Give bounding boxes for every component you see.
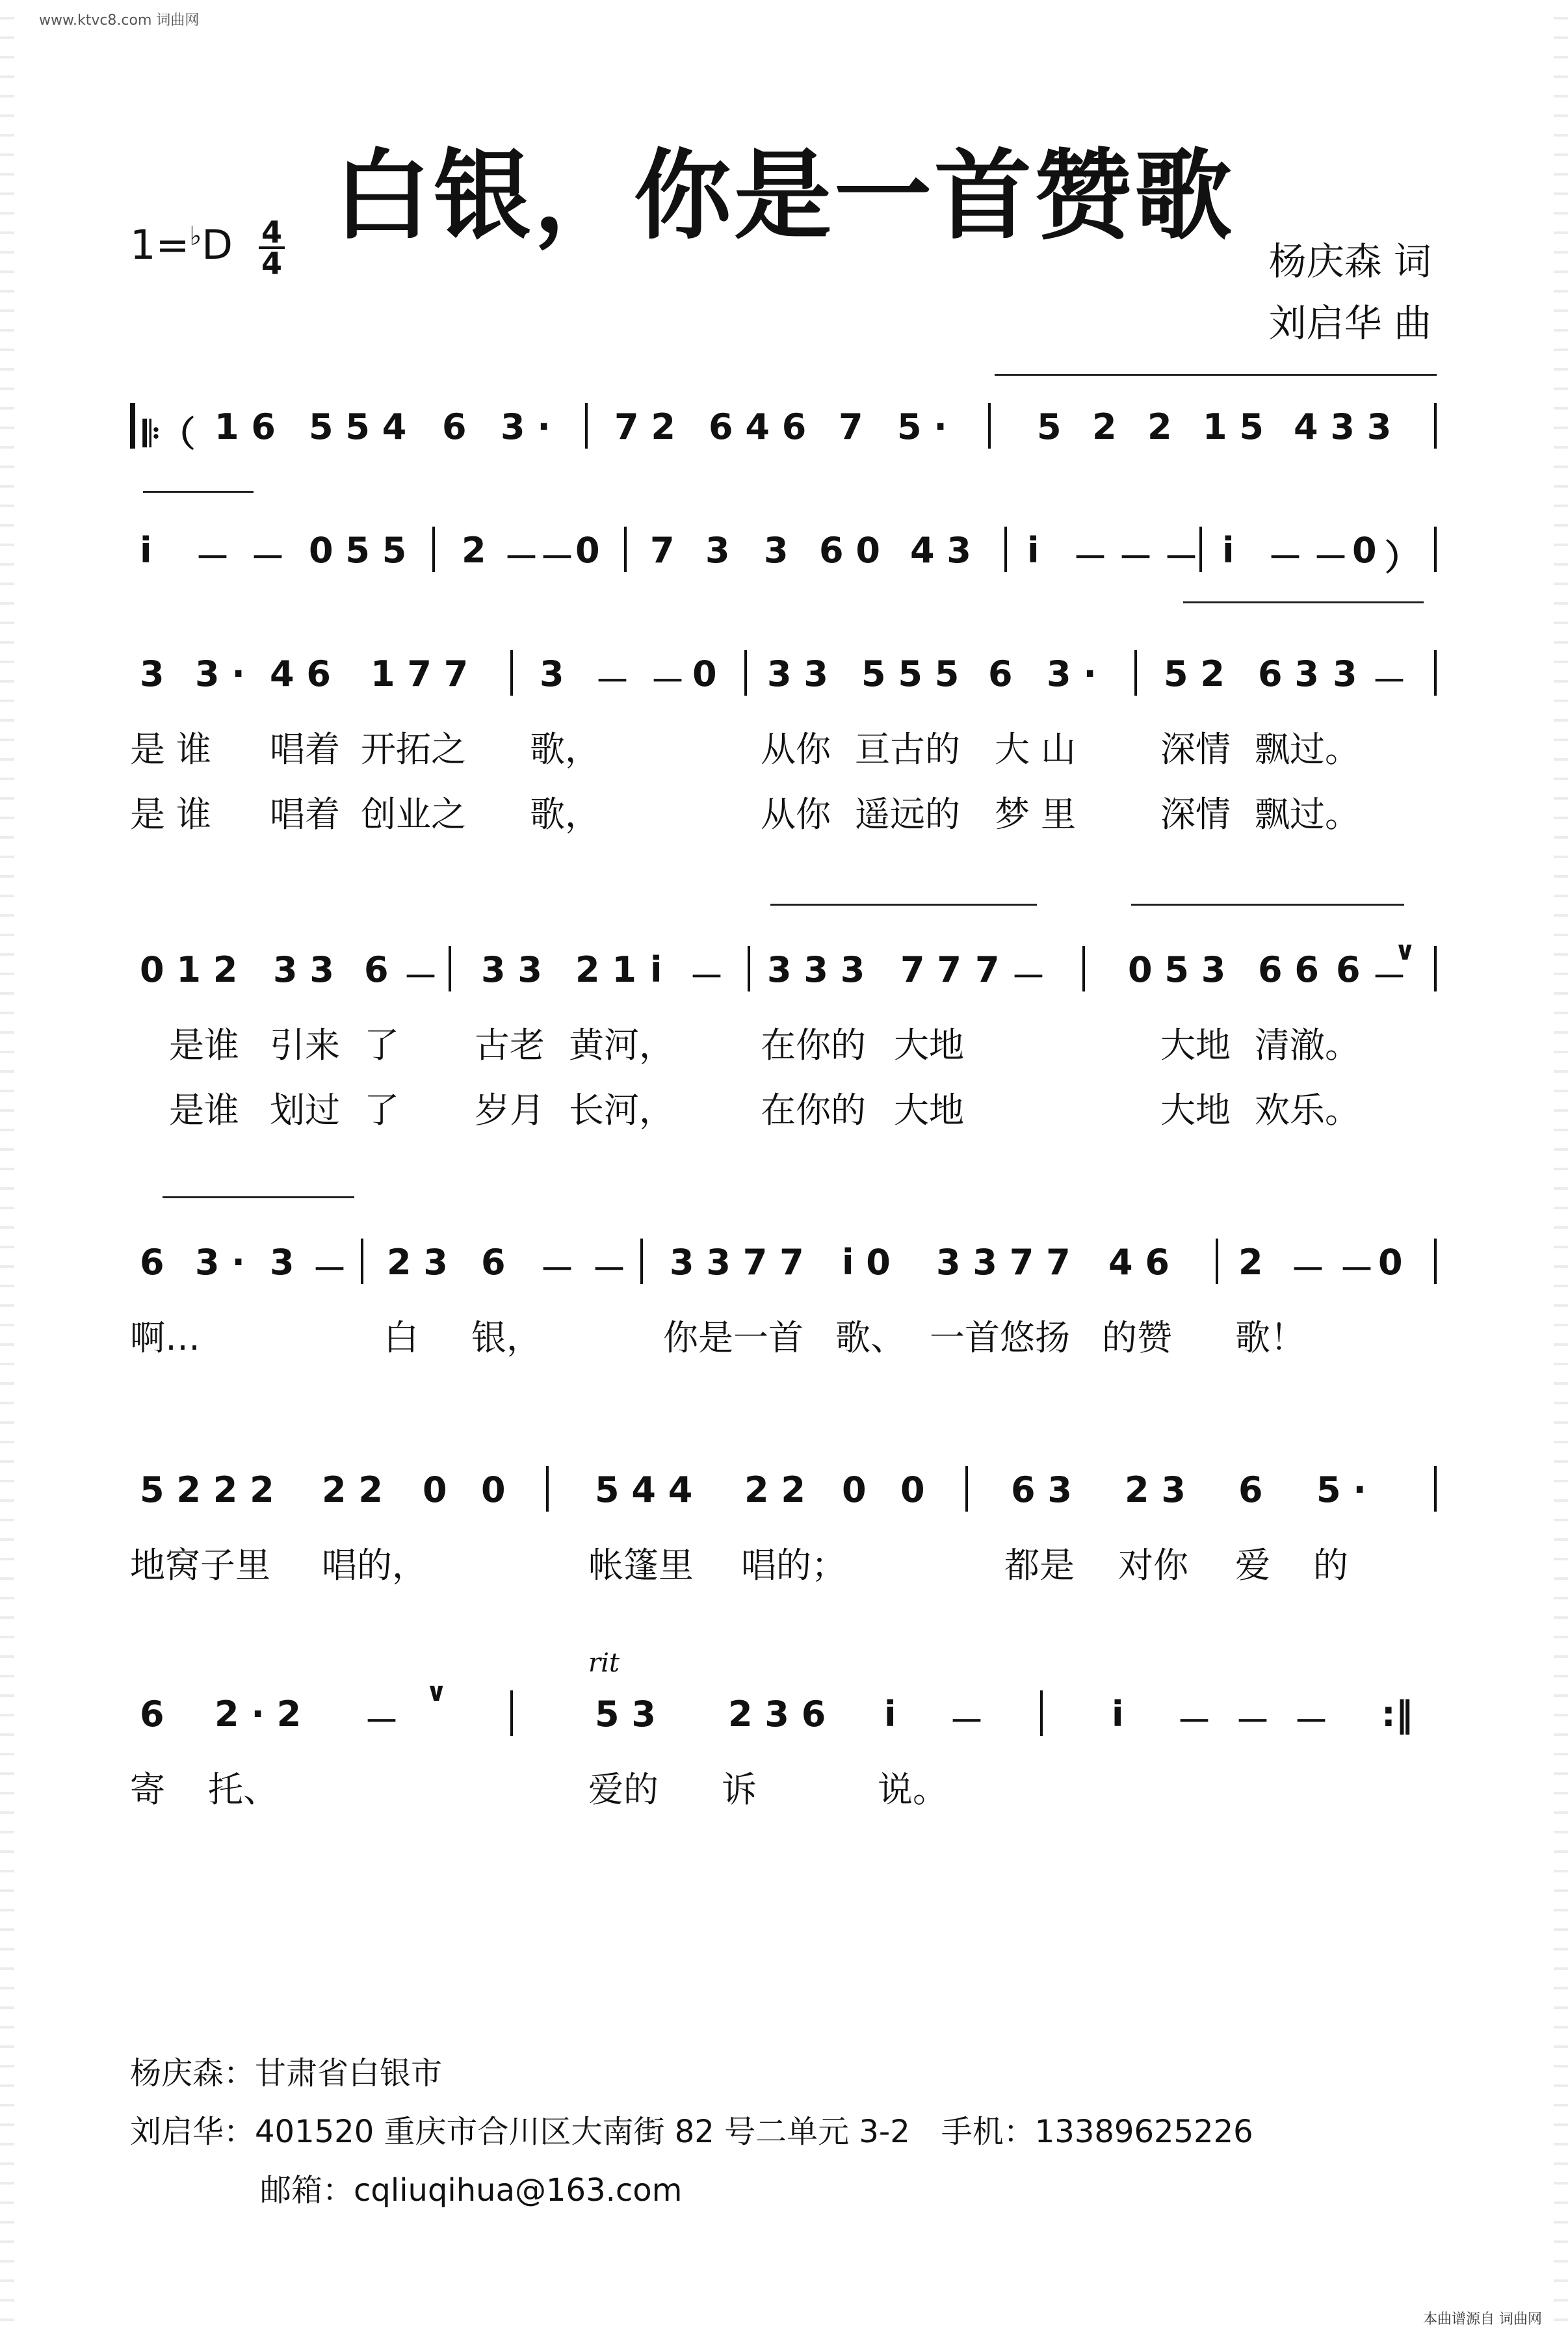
meter-bottom: 4 — [259, 246, 285, 278]
note-group: 2 2 — [744, 1469, 805, 1510]
lyric: 歌， — [530, 729, 600, 770]
note-group: 4 3 — [910, 530, 971, 571]
note-group: 7 7 — [900, 949, 961, 990]
barline — [585, 403, 588, 449]
note-group: － — [689, 956, 724, 997]
note-group: 2 — [462, 530, 486, 571]
note-group: 𝄆（ — [143, 413, 196, 454]
lyric: 歌、 — [835, 1317, 906, 1358]
lyricist-credit: 杨庆森 词 — [1268, 239, 1431, 283]
lyric: 划过 — [270, 1090, 340, 1131]
breath-mark: ∨ — [426, 1677, 447, 1707]
barline — [510, 1690, 513, 1736]
note-group: 2 3 6 — [728, 1694, 826, 1735]
lyric: 大地 — [894, 1025, 964, 1066]
decrescendo-hairpin — [995, 374, 1437, 376]
note-group: 6 — [1336, 949, 1361, 990]
note-group: 0 — [1352, 530, 1377, 571]
lyric: 唱的； — [741, 1545, 846, 1586]
note-group: 0 — [692, 653, 717, 694]
note-group: 3 · — [501, 406, 551, 447]
note-group: 6 6 — [1258, 949, 1319, 990]
note-group: 5 2 — [1164, 653, 1225, 694]
note-group: 6 0 — [819, 530, 880, 571]
lyric: 飘过。 — [1255, 794, 1360, 835]
lyric: 唱的， — [322, 1545, 427, 1586]
lyric: 歌！ — [1235, 1317, 1305, 1358]
note-group: 6 — [988, 653, 1013, 694]
note-group: 7 — [975, 949, 1000, 990]
note-group: 6 — [481, 1242, 506, 1283]
note-group: 2 3 — [1125, 1469, 1186, 1510]
lyricist-info: 杨庆森：甘肃省白银市 — [130, 2055, 443, 2092]
lyric: 大地 — [1160, 1090, 1231, 1131]
lyric: 大地 — [1160, 1025, 1231, 1066]
lyric: 深情 — [1160, 729, 1231, 770]
lyric: 长河， — [569, 1090, 674, 1131]
decrescendo-hairpin — [1131, 904, 1404, 906]
decrescendo-hairpin — [1183, 601, 1424, 603]
note-group: i 0 — [842, 1242, 891, 1283]
note-group: 7 — [839, 406, 863, 447]
lyric: 清澈。 — [1255, 1025, 1360, 1066]
note-group: i — [1222, 530, 1235, 571]
note-group: 0 — [481, 1469, 506, 1510]
barline — [1199, 527, 1202, 572]
lyric: 梦 里 — [995, 794, 1077, 835]
note-group: 3 3 — [767, 653, 828, 694]
right-border-strip — [1554, 0, 1568, 2336]
note-group: 1 7 7 — [371, 653, 469, 694]
lyric: 从你 — [761, 794, 831, 835]
note-group: 3 — [764, 530, 789, 571]
decrescendo-hairpin — [770, 904, 1037, 906]
note-group: i — [1112, 1694, 1124, 1735]
barline — [748, 946, 750, 991]
barline — [1434, 527, 1437, 572]
note-group: 0 5 3 — [1128, 949, 1226, 990]
crescendo-hairpin — [143, 491, 254, 493]
meter-top: 4 — [261, 215, 282, 250]
note-group: 3 3 — [273, 949, 334, 990]
composer-email: 邮箱：cqliuqihua@163.com — [260, 2172, 683, 2209]
note-group: 4 6 — [270, 653, 331, 694]
note-group: 3 3 7 7 — [936, 1242, 1071, 1283]
lyric: 大 山 — [995, 729, 1077, 770]
lyric: 歌， — [530, 794, 600, 835]
note-group: i — [1027, 530, 1039, 571]
barline — [1082, 946, 1085, 991]
lyric: 开拓之 — [361, 729, 466, 770]
lyric: 说。 — [878, 1769, 948, 1810]
time-signature — [259, 215, 285, 281]
barline — [965, 1466, 968, 1512]
lyric: 从你 — [761, 729, 831, 770]
repeat-end-barline: :‖ — [1381, 1694, 1413, 1735]
note-group: － — [1268, 537, 1303, 578]
breath-mark: ∨ — [1394, 936, 1416, 966]
barline — [1134, 650, 1137, 696]
note-group: － — [250, 537, 285, 578]
note-group: 3 — [140, 653, 164, 694]
note-group: － — [650, 661, 685, 702]
lyric: 托、 — [208, 1769, 278, 1810]
note-group: 3 · — [1047, 653, 1097, 694]
note-group: 5 3 — [595, 1694, 656, 1735]
note-group: 2 — [1147, 406, 1172, 447]
barline — [1434, 1466, 1437, 1512]
lyric: 了 — [364, 1025, 399, 1066]
lyric: 了 — [364, 1090, 399, 1131]
note-group: － — [1372, 956, 1407, 997]
ritardando-marking: rit — [588, 1648, 620, 1678]
composer-address: 刘启华：401520 重庆市合川区大南街 82 号二单元 3-2 手机：13389625226 — [130, 2114, 1253, 2150]
barline — [1434, 403, 1437, 449]
note-group: 2 — [1238, 1242, 1263, 1283]
key-note: D — [202, 221, 233, 269]
note-group: 6 3 — [1258, 653, 1319, 694]
key-signature — [130, 221, 233, 269]
note-group: 6 — [140, 1694, 164, 1735]
barline — [432, 527, 435, 572]
note-group: 3 — [705, 530, 730, 571]
note-group: 6 — [442, 406, 467, 447]
note-group: － — [540, 537, 575, 578]
note-group: 2 — [1092, 406, 1117, 447]
lyric: 创业之 — [361, 794, 466, 835]
repeat-start-barline — [130, 403, 135, 449]
note-group: 0 1 2 — [140, 949, 238, 990]
lyric: 是 谁 — [130, 794, 212, 835]
watermark-text: www.ktvc8.com 词曲网 — [39, 12, 200, 29]
lyric: 引来 — [270, 1025, 340, 1066]
lyric: 欢乐。 — [1255, 1090, 1360, 1131]
note-group: 5 · — [897, 406, 947, 447]
lyric: 都是 — [1004, 1545, 1075, 1586]
lyric: 深情 — [1160, 794, 1231, 835]
lyric: 亘古的 — [855, 729, 960, 770]
note-group: － — [312, 1249, 347, 1290]
note-group: 3 · — [195, 1242, 245, 1283]
lyric: 地窝子里 — [130, 1545, 270, 1586]
lyric: 唱着 — [270, 794, 340, 835]
note-group: 3 3 3 — [767, 949, 865, 990]
flat-sign: ♭ — [189, 221, 202, 252]
note-group: 5 5 4 — [309, 406, 407, 447]
lyric: 银， — [471, 1317, 542, 1358]
barline — [546, 1466, 549, 1512]
barline — [1004, 527, 1007, 572]
note-group: － — [1313, 537, 1348, 578]
lyric: 对你 — [1118, 1545, 1188, 1586]
note-group: － — [595, 661, 630, 702]
lyric: 是谁 — [169, 1090, 239, 1131]
note-group: i — [140, 530, 152, 571]
note-group: 0 — [842, 1469, 867, 1510]
composer-credit: 刘启华 曲 — [1268, 301, 1431, 345]
note-group: － — [195, 537, 230, 578]
barline — [361, 1239, 363, 1284]
lyric: 帐篷里 — [588, 1545, 694, 1586]
note-group: 5 2 2 2 — [140, 1469, 274, 1510]
barline — [1434, 946, 1437, 991]
lyric: 白 — [384, 1317, 419, 1358]
note-group: 3 — [270, 1242, 294, 1283]
note-group: － — [1011, 956, 1046, 997]
note-group: 6 — [140, 1242, 164, 1283]
note-group: 6 4 6 — [709, 406, 807, 447]
note-group: ） — [1385, 537, 1420, 578]
note-group: － — [1372, 661, 1407, 702]
note-group: 0 — [900, 1469, 925, 1510]
note-group: 2 2 — [322, 1469, 383, 1510]
note-group: 5 4 4 — [595, 1469, 693, 1510]
note-group: 3 — [1333, 653, 1357, 694]
left-border-strip — [0, 0, 14, 2336]
barline — [1216, 1239, 1218, 1284]
barline — [1434, 1239, 1437, 1284]
note-group: － — [1118, 537, 1153, 578]
note-group: 1 6 — [215, 406, 276, 447]
note-group: － — [1294, 1701, 1329, 1742]
lyric: 爱的 — [588, 1769, 659, 1810]
note-group: 2 · 2 — [215, 1694, 302, 1735]
note-group: － — [364, 1701, 399, 1742]
decrescendo-hairpin — [163, 1196, 354, 1198]
lyric: 古老 — [475, 1025, 545, 1066]
barline — [1040, 1690, 1043, 1736]
barline — [624, 527, 627, 572]
note-group: 6 — [1238, 1469, 1263, 1510]
note-group: 5 · — [1316, 1469, 1366, 1510]
barline — [988, 403, 991, 449]
note-group: 0 — [423, 1469, 447, 1510]
note-group: － — [1177, 1701, 1212, 1742]
note-group: 3 3 — [481, 949, 542, 990]
lyric: 在你的 — [761, 1025, 866, 1066]
note-group: 5 — [1037, 406, 1062, 447]
note-group: － — [540, 1249, 575, 1290]
barline — [744, 650, 747, 696]
note-group: 5 5 5 — [861, 653, 960, 694]
lyric: 爱 — [1235, 1545, 1270, 1586]
note-group: 4 3 3 — [1294, 406, 1392, 447]
lyric: 遥远的 — [855, 794, 960, 835]
lyric: 大地 — [894, 1090, 964, 1131]
note-group: 4 6 — [1108, 1242, 1169, 1283]
note-group: － — [1073, 537, 1108, 578]
key-prefix: 1= — [130, 221, 190, 269]
barline — [449, 946, 451, 991]
barline — [1434, 650, 1437, 696]
note-group: 3 · — [195, 653, 245, 694]
lyric: 啊… — [130, 1317, 200, 1358]
lyric: 的赞 — [1102, 1317, 1172, 1358]
lyric: 岁月 — [475, 1090, 545, 1131]
note-group: 7 2 — [614, 406, 675, 447]
song-title: 白银，你是一首赞歌 — [333, 140, 1235, 253]
lyric: 是 谁 — [130, 729, 212, 770]
lyric: 在你的 — [761, 1090, 866, 1131]
note-group: 1 5 — [1203, 406, 1264, 447]
note-group: － — [592, 1249, 627, 1290]
note-group: i — [884, 1694, 896, 1735]
lyric: 飘过。 — [1255, 729, 1360, 770]
note-group: 7 — [650, 530, 675, 571]
note-group: － — [1235, 1701, 1270, 1742]
note-group: 0 — [575, 530, 600, 571]
lyric: 诉 — [722, 1769, 757, 1810]
note-group: － — [1339, 1249, 1374, 1290]
lyric: 是谁 — [169, 1025, 239, 1066]
note-group: － — [504, 537, 539, 578]
source-footer: 本曲谱源自 词曲网 — [1423, 2311, 1542, 2328]
note-group: i — [650, 949, 662, 990]
lyric: 你是一首 — [663, 1317, 804, 1358]
note-group: 0 5 5 — [309, 530, 407, 571]
lyric: 的 — [1313, 1545, 1348, 1586]
note-group: 3 — [540, 653, 564, 694]
lyric: 黄河， — [569, 1025, 674, 1066]
note-group: 2 1 — [575, 949, 636, 990]
note-group: 6 — [364, 949, 389, 990]
note-group: 0 — [1378, 1242, 1403, 1283]
barline — [640, 1239, 643, 1284]
lyric: 一首悠扬 — [930, 1317, 1070, 1358]
lyric: 唱着 — [270, 729, 340, 770]
note-group: － — [949, 1701, 984, 1742]
note-group: － — [403, 956, 438, 997]
note-group: － — [1290, 1249, 1326, 1290]
note-group: 2 3 — [387, 1242, 448, 1283]
note-group: 3 3 7 7 — [670, 1242, 804, 1283]
lyric: 寄 — [130, 1769, 165, 1810]
barline — [510, 650, 513, 696]
note-group: － — [1164, 537, 1199, 578]
note-group: 6 3 — [1011, 1469, 1072, 1510]
